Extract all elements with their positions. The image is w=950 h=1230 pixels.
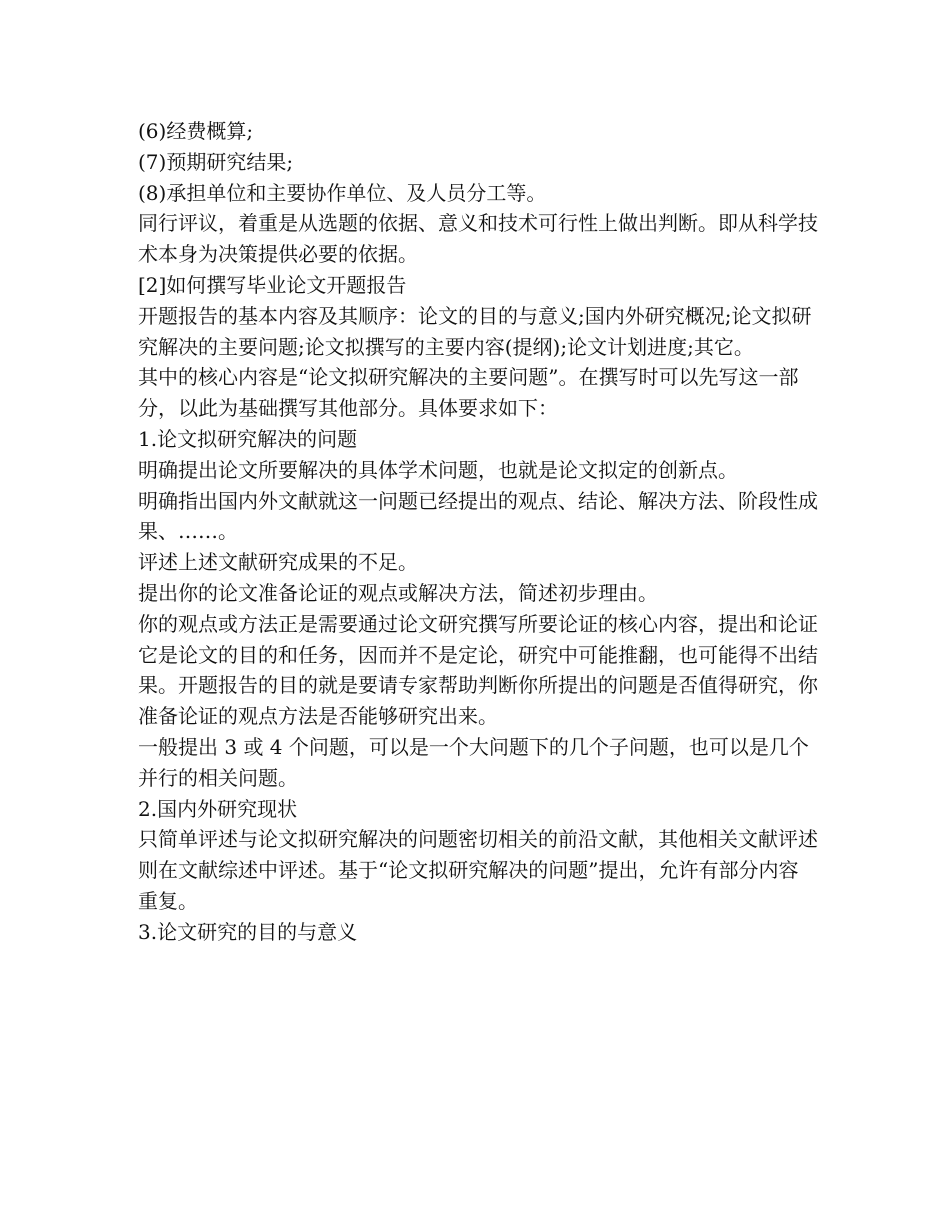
basic-content-paragraph: 开题报告的基本内容及其顺序：论文的目的与意义;国内外研究概况;论文拟研究解决的主要问题;论文拟撰写的主要内容(提纲);论文计划进度;其它。 (138, 303, 812, 359)
paragraph-your-viewpoint: 提出你的论文准备论证的观点或解决方法，简述初步理由。 (138, 580, 658, 605)
paragraph-academic-problem: 明确提出论文所要解决的具体学术问题，也就是论文拟定的创新点。 (138, 457, 738, 482)
list-item-expected-results: (7)预期研究结果; (138, 149, 294, 174)
paragraph-core-argument: 你的观点或方法正是需要通过论文研究撰写所要论证的核心内容，提出和论证它是论文的目的和任务，因而并不是定论，研究中可能推翻，也可能得不出结果。开题报告的目的就是要请专家帮助判断你所提出的问题是否值得研究，你准备论证的观点方法是否能够研究出来。 (138, 611, 818, 729)
list-item-funding-estimate: (6)经费概算; (138, 119, 254, 143)
subheading-research-status: 2.国内外研究现状 (138, 796, 298, 821)
document-body (138, 116, 818, 948)
section-heading-how-to-write: [2]如何撰写毕业论文开题报告 (138, 272, 407, 297)
core-content-paragraph: 其中的核心内容是“论文拟研究解决的主要问题”。在撰写时可以先写这一部分，以此为基础撰写其他部分。具体要求如下： (138, 365, 799, 421)
paragraph-literature-shortcomings: 评述上述文献研究成果的不足。 (138, 550, 418, 575)
paragraph-number-of-questions: 一般提出 3 或 4 个问题，可以是一个大问题下的几个子问题，也可以是几个并行的相关问题。 (138, 734, 809, 790)
peer-review-paragraph: 同行评议，着重是从选题的依据、意义和技术可行性上做出判断。即从科学技术本身为决策提供必要的依据。 (138, 211, 818, 267)
list-item-units-and-staff: (8)承担单位和主要协作单位、及人员分工等。 (138, 180, 547, 205)
paragraph-frontier-literature: 只简单评述与论文拟研究解决的问题密切相关的前沿文献，其他相关文献评述则在文献综述中评述。基于“论文拟研究解决的问题”提出，允许有部分内容重复。 (138, 827, 818, 913)
paragraph-literature-views: 明确指出国内外文献就这一问题已经提出的观点、结论、解决方法、阶段性成果、……。 (138, 488, 818, 544)
subheading-purpose-significance: 3.论文研究的目的与意义 (138, 919, 358, 944)
subheading-research-problems: 1.论文拟研究解决的问题 (138, 426, 358, 451)
